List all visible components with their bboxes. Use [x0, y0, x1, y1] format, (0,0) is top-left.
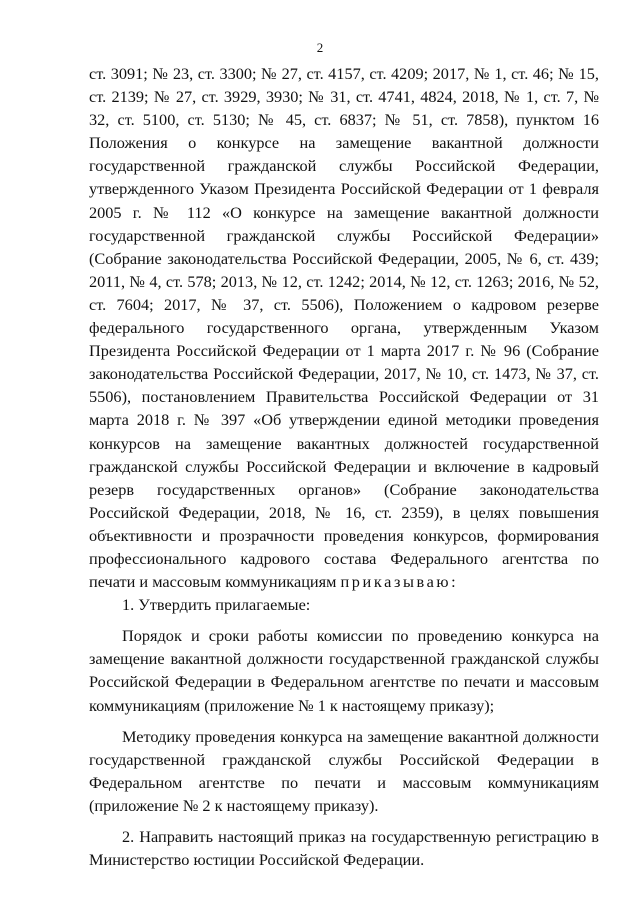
intro-paragraph [89, 62, 599, 593]
item-1-heading: 1. Утвердить прилагаемые: [122, 595, 311, 615]
document-body [89, 62, 599, 871]
page-number: 2 [316, 40, 324, 55]
item-1b-paragraph: Методику проведения конкурса на замещение вакантной должности государственной гражданской службы Российской Федерации в Федеральном агентстве по печати и массовым коммуникациям (приложение № 2 к настоящему приказу). [89, 726, 599, 815]
item-1a-paragraph: Порядок и сроки работы комиссии по проведению конкурса на замещение вакантной должности государственной гражданской службы Российской Федерации в Федеральном агентстве по печати и массовым коммуникациям (приложение № 1 к настоящему приказу); [89, 626, 599, 715]
intro-text: ст. 3091; № 23, ст. 3300; № 27, ст. 4157, ст. 4209; 2017, № 1, ст. 46; № 15, ст. 2139; № 27, ст. 3929, 3930; № 31, ст. 4741, 4824, 2018, № 1, ст. 7, № 32, ст. 5100, ст. 5130; № 45, ст. 6837; № 51, ст. 7858), пунктом 16 Положения о конкурсе на замещение вакантной должности государственной гражданской службы Российской Федерации, утвержденного Указом Президента Российской Федерации от 1 февраля 2005 г. № 112 «О конкурсе на замещение вакантной должности государственной гражданской службы Российской Федерации» (Собрание законодательства Российской Федерации, 2005, № 6, ст. 439; 2011, № 4, ст. 578; 2013, № 12, ст. 1242; 2014, № 12, ст. 1263; 2016, № 52, ст. 7604; 2017, № 37, ст. 5506), Положением о кадровом резерве федерального государственного органа, утвержденным Указом Президента Российской Федерации от 1 марта 2017 г. № 96 (Собрание законодательства Российской Федерации, 2017, № 10, ст. 1473, № 37, ст. 5506), постановлением Правительства Российской Федерации от 31 марта 2018 г. № 397 «Об утверждении единой методики проведения конкурсов на замещение вакантных должностей государственной гражданской службы Российской Федерации и включение в кадровый резерв государственных органов» (Собрание законодательства Российской Федерации, 2018, № 16, ст. 2359), в целях повышения объективности и прозрачности проведения конкурсов, формирования профессионального кадрового состава Федерального агентства по печати и массовым коммуникациям [89, 64, 599, 592]
item-2-paragraph: 2. Направить настоящий приказ на государственную регистрацию в Министерство юстиции Российской Федерации. [89, 827, 599, 870]
order-command: приказываю: [340, 572, 459, 592]
